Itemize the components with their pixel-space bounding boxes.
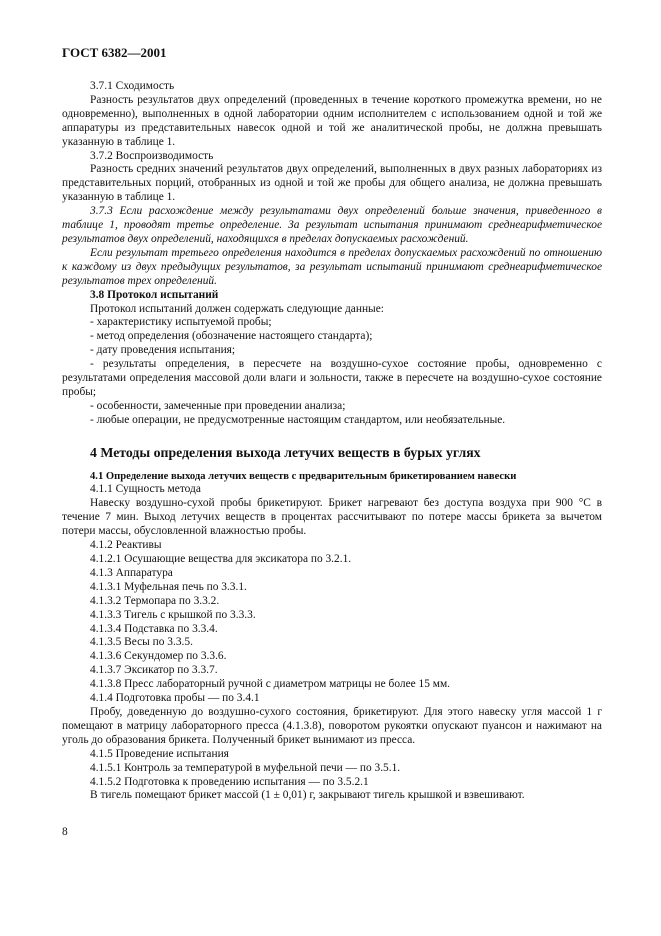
clause-item: 4.1.3.6 Секундомер по 3.3.6. [90,650,227,663]
clause-item: 4.1.3.8 Пресс лабораторный ручной с диаметром матрицы не более 15 мм. [90,678,451,691]
clause-item: 4.1.3.7 Эксикатор по 3.3.7. [90,664,218,677]
paragraph: Если результат третьего определения находится в пределах допускаемых расхождений по отношению к каждому из двух предыдущих результатов, за результат испытаний принимают среднеарифметическое результатов трех определений. [62,246,602,287]
clause-item: 4.1.5.2 Подготовка к проведению испытания — по 3.5.2.1 [90,775,369,788]
paragraph: Пробу, доведенную до воздушно-сухого состояния, брикетируют. Для этого навеску угля массой 1 г помещают в матрицу лабораторного пресса (4.1.3.8), поворотом рукоятки опускают пуансон и нажимают на уголь до образования брикета. Полученный брикет вынимают из пресса. [62,705,602,746]
clause-heading: 4.1.4 Подготовка пробы — по 3.4.1 [90,692,260,705]
list-item: - характеристику испытуемой пробы; [90,316,272,329]
paragraph: Навеску воздушно-сухой пробы брикетируют. Брикет нагревают без доступа воздуха при 900 °С в течение 7 мин. Выход летучих веществ в процентах рассчитывают по потере массы брикета за вычетом потери массы, обусловленной влажностью пробы. [62,497,602,538]
clause-item: 4.1.3.3 Тигель с крышкой по 3.3.3. [90,608,256,621]
clause-3-7-3-paragraph: 3.7.3 Если расхождение между результатами двух определений больше значения, приведенного в таблице 1, проводят третье определение. За результат испытания принимают среднеарифметическое результатов двух определений, находящихся в пределах допускаемых расхождений. [62,205,602,245]
clause-heading: 4.1.1 Сущность метода [90,483,201,496]
clause-item: 4.1.2.1 Осушающие вещества для эксикатора по 3.2.1. [90,553,352,565]
paragraph: Разность результатов двух определений (проведенных в течение короткого промежутка времени, но не одновременно), выполненных в одной лаборатории одним исполнителем с использованием одной и той же аппаратуры из представительных навесок одной и той же аналитической пробы, не должна превышать указанную в таблице 1. [62,93,602,148]
paragraph: Протокол испытаний должен содержать следующие данные: [90,302,384,315]
paragraph: В тигель помещают брикет массой (1 ± 0,01) г, закрывают тигель крышкой и взвешивают. [90,789,525,802]
page-number: 8 [62,826,68,838]
document-body [62,80,602,803]
clause-3-7-1-heading: 3.7.1 Сходимость [90,80,175,92]
clause-item: 4.1.3.2 Термопара по 3.3.2. [90,594,220,607]
clause-4-1-heading: 4.1 Определение выхода летучих веществ с предварительным брикетированием навески [90,470,517,482]
list-item: - особенности, замеченные при проведении анализа; [90,399,346,412]
clause-heading: 4.1.5 Проведение испытания [90,747,229,760]
clause-3-8-heading: 3.8 Протокол испытаний [90,288,219,301]
section-4-heading: 4 Методы определения выхода летучих веществ в бурых углях [90,444,481,460]
list-item: - результаты определения, в пересчете на воздушно-сухое состояние пробы, одновременно с результатами определения массовой доли влаги и зольности, также в пересчете на воздушно-сухое состояние пробы; [62,358,602,398]
standard-header: ГОСТ 6382—2001 [62,45,167,60]
clause-item: 4.1.5.1 Контроль за температурой в муфельной печи — по 3.5.1. [90,761,401,774]
clause-3-7-2-heading: 3.7.2 Воспроизводимость [90,149,214,162]
list-item: - любые операции, не предусмотренные настоящим стандартом, или необязательные. [90,413,506,426]
clause-item: 4.1.3.1 Муфельная печь по 3.3.1. [90,580,247,593]
list-item: - дату проведения испытания; [90,344,236,357]
paragraph: Разность средних значений результатов двух определений, выполненных в двух разных лабораториях из представительных порций, отобранных из одной и той же пробы для общего анализа, не должна превышать указанную в таблице 1. [62,163,602,204]
clause-item: 4.1.3.5 Весы по 3.3.5. [90,636,193,649]
list-item: - метод определения (обозначение настоящего стандарта); [90,330,373,343]
clause-heading: 4.1.3 Аппаратура [90,566,173,579]
clause-item: 4.1.3.4 Подставка по 3.3.4. [90,622,218,635]
clause-heading: 4.1.2 Реактивы [90,539,162,552]
